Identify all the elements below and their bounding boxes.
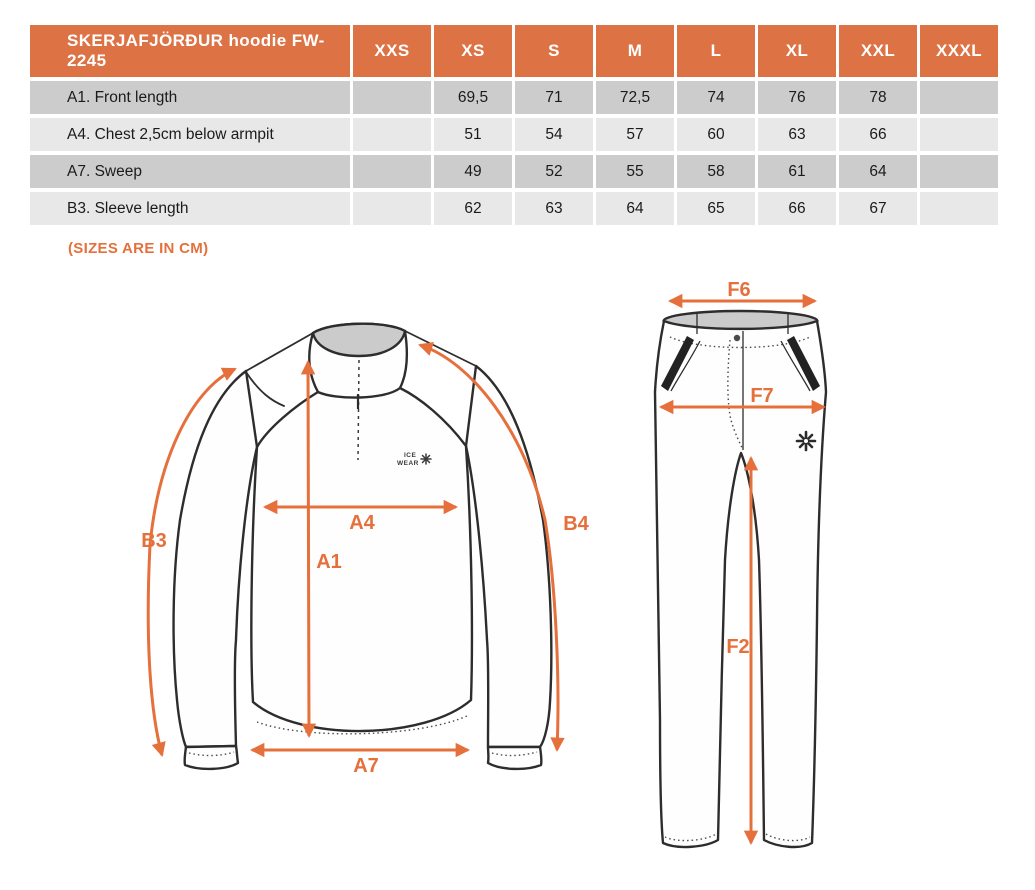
size-column-header-s: S — [515, 25, 593, 77]
measurement-diagram — [0, 268, 1035, 890]
size-value-cell: 62 — [434, 192, 512, 225]
label-b4: B4 — [563, 513, 589, 535]
arrow-a1 — [308, 362, 309, 736]
measurement-label: B3. Sleeve length — [30, 192, 350, 225]
size-column-header-xl: XL — [758, 25, 836, 77]
size-value-cell: 63 — [515, 192, 593, 225]
size-value-cell: 51 — [434, 118, 512, 151]
label-a1: A1 — [316, 551, 342, 573]
size-value-cell: 74 — [677, 81, 755, 114]
size-column-header-xxl: XXL — [839, 25, 917, 77]
size-value-cell: 69,5 — [434, 81, 512, 114]
hoodie-body — [251, 388, 472, 731]
hoodie-right-sleeve — [466, 366, 551, 747]
size-value-cell — [353, 81, 431, 114]
size-value-cell: 49 — [434, 155, 512, 188]
snowflake-icon — [421, 454, 431, 464]
size-value-cell: 67 — [839, 192, 917, 225]
size-value-cell — [920, 118, 998, 151]
hoodie-diagram — [141, 324, 589, 777]
measurement-label: A1. Front length — [30, 81, 350, 114]
pants-body — [655, 321, 826, 847]
table-row-sleeve-length — [30, 192, 998, 225]
size-value-cell: 66 — [839, 118, 917, 151]
label-f7: F7 — [750, 385, 774, 407]
svg-text:ICE: ICE — [404, 452, 417, 459]
size-value-cell — [920, 155, 998, 188]
sizes-note: (SIZES ARE IN CM) — [68, 240, 209, 257]
size-value-cell: 60 — [677, 118, 755, 151]
hoodie-left-cuff — [185, 746, 238, 769]
size-value-cell: 64 — [596, 192, 674, 225]
size-value-cell: 78 — [839, 81, 917, 114]
label-f2: F2 — [726, 636, 750, 658]
hoodie-left-sleeve — [174, 371, 257, 747]
size-value-cell: 72,5 — [596, 81, 674, 114]
size-value-cell: 55 — [596, 155, 674, 188]
size-value-cell: 52 — [515, 155, 593, 188]
measurement-label: A4. Chest 2,5cm below armpit — [30, 118, 350, 151]
size-value-cell — [353, 155, 431, 188]
label-f6: F6 — [727, 279, 751, 301]
size-value-cell: 76 — [758, 81, 836, 114]
size-value-cell — [920, 192, 998, 225]
label-a7: A7 — [353, 755, 379, 777]
hoodie-right-cuff — [488, 747, 541, 769]
label-a4: A4 — [349, 512, 375, 534]
measurement-label: A7. Sweep — [30, 155, 350, 188]
size-value-cell: 63 — [758, 118, 836, 151]
label-b3: B3 — [141, 530, 167, 552]
snowflake-icon — [797, 432, 815, 450]
table-row-sweep — [30, 155, 998, 188]
pants-button — [734, 335, 740, 341]
product-title: SKERJAFJÖRÐUR hoodie FW-2245 — [30, 25, 350, 77]
size-value-cell — [353, 118, 431, 151]
hoodie-zipper — [358, 360, 359, 460]
table-row-front-length — [30, 81, 998, 114]
table-row-chest — [30, 118, 998, 151]
header-row — [30, 25, 998, 77]
size-value-cell: 66 — [758, 192, 836, 225]
size-value-cell — [353, 192, 431, 225]
size-value-cell: 71 — [515, 81, 593, 114]
size-column-header-xxxl: XXXL — [920, 25, 998, 77]
size-value-cell: 65 — [677, 192, 755, 225]
pants-diagram — [655, 279, 826, 847]
size-column-header-xxs: XXS — [353, 25, 431, 77]
size-value-cell: 58 — [677, 155, 755, 188]
size-value-cell: 61 — [758, 155, 836, 188]
size-value-cell: 57 — [596, 118, 674, 151]
size-value-cell — [920, 81, 998, 114]
size-column-header-l: L — [677, 25, 755, 77]
svg-text:WEAR: WEAR — [397, 460, 419, 467]
size-value-cell: 64 — [839, 155, 917, 188]
size-value-cell: 54 — [515, 118, 593, 151]
size-chart-table — [27, 21, 1001, 229]
size-column-header-xs: XS — [434, 25, 512, 77]
size-column-header-m: M — [596, 25, 674, 77]
